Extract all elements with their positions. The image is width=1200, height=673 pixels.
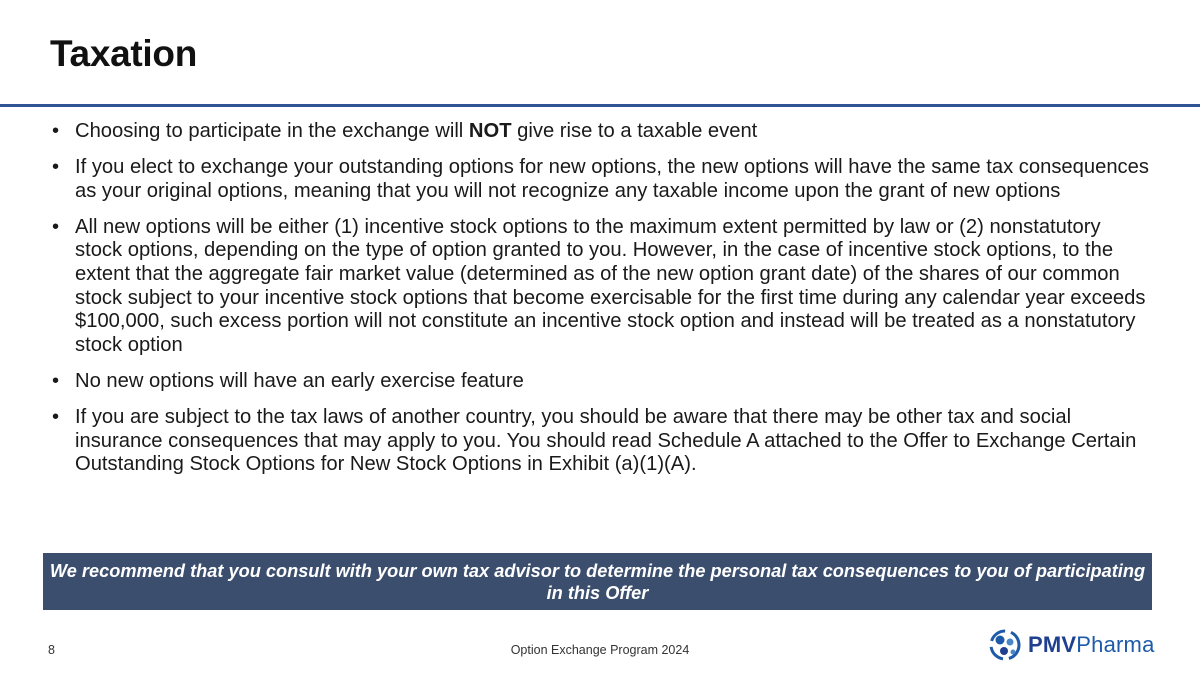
title-divider [0,104,1200,107]
pmv-molecule-icon [988,628,1022,662]
footer-title: Option Exchange Program 2024 [510,643,690,657]
bullet-glyph: • [52,120,60,142]
bullet-item: • All new options will be either (1) incentive stock options to the maximum extent permitted by law or (2) nonstatutory stock options, depending on the type of option granted to you. However, in the case of incentive stock options, to the extent that the aggregate fair market value (determined as of the new option grant date) of the shares of our common stock subject to your incentive stock options that become exercisable for the first time during any calendar year exceeds $100,000, such excess portion will not constitute an incentive stock option and instead will be treated as a nonstatutory stock option [52,215,1146,356]
bullet-item: • Choosing to participate in the exchange will NOT give rise to a taxable event [52,120,758,142]
bullet-list [52,120,1152,489]
logo-wordmark: PMVPharma [1028,632,1155,657]
recommendation-banner: We recommend that you consult with your own tax advisor to determine the personal tax consequences to you of participating in this Offer [43,553,1152,610]
company-logo [988,628,1155,662]
bullet-glyph: • [52,215,60,238]
bullet-item: • If you are subject to the tax laws of another country, you should be aware that there may be other tax and social insurance consequences that may apply to you. You should read Schedule A attached to the Offer to Exchange Certain Outstanding Stock Options for New Stock Options in Exhibit (a)(1)(A). [52,405,1137,476]
bullet-item: • No new options will have an early exercise feature [52,369,524,392]
emphasis-text: NOT [468,120,512,142]
bullet-glyph: • [52,405,60,428]
slide-title: Taxation [50,33,197,74]
bullet-glyph: • [52,156,60,179]
page-number: 8 [48,643,55,657]
bullet-glyph: • [52,369,60,392]
bullet-item: • If you elect to exchange your outstanding options for new options, the new options will have the same tax consequences as your original options, meaning that you will not recognize any taxable income upon the grant of new options [52,156,1149,202]
